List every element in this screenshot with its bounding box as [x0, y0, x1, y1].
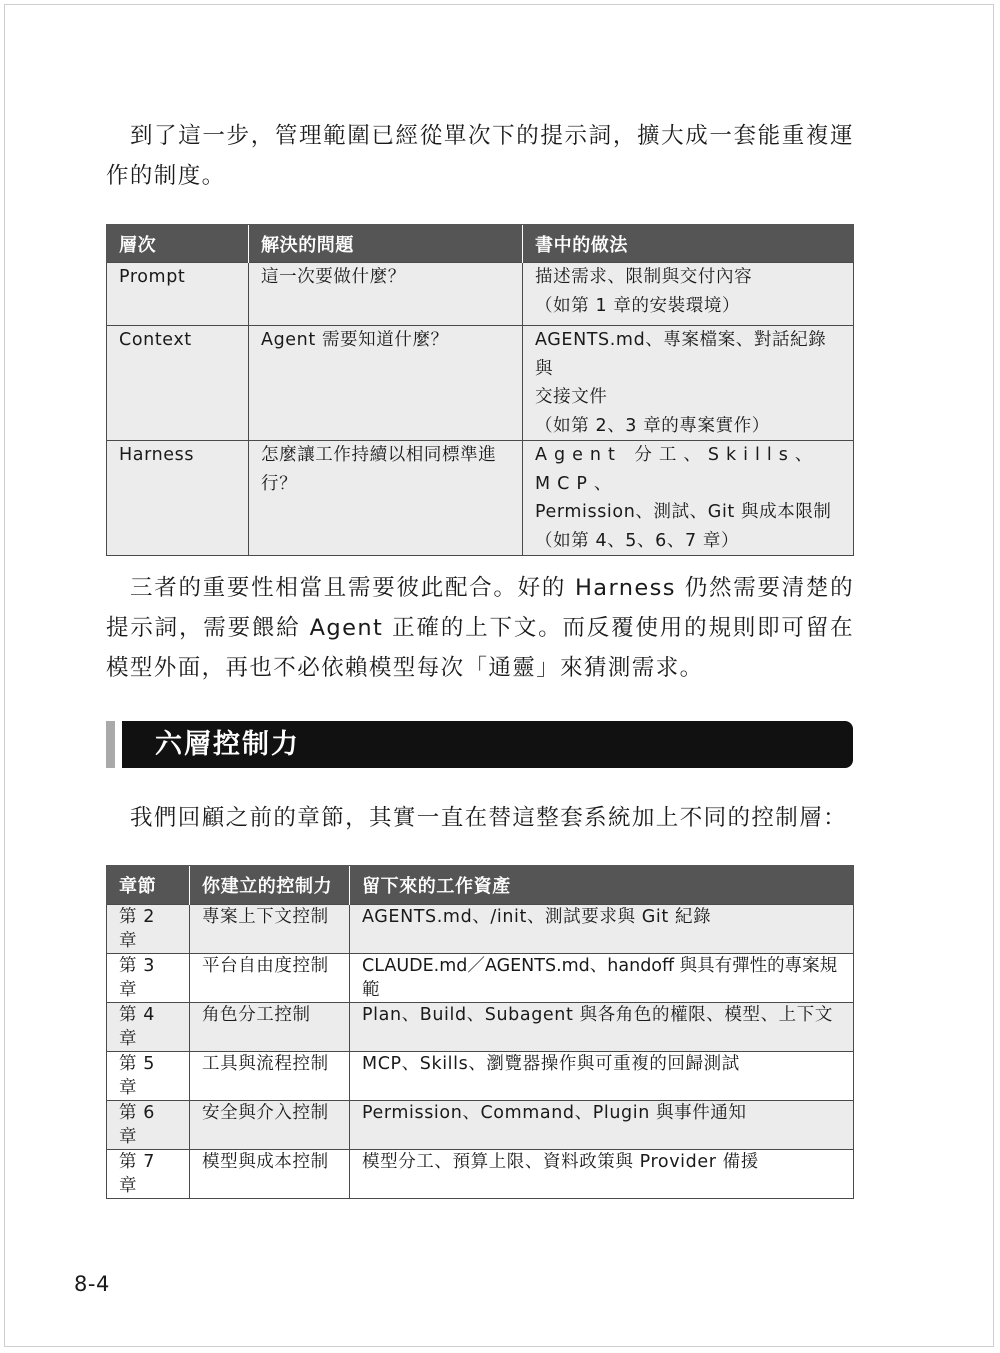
- approach-line: （如第 2、3 章的專案實作）: [535, 415, 770, 436]
- control-cell: 工具與流程控制: [190, 1052, 350, 1101]
- chapter-cell: 第 3 章: [107, 954, 190, 1003]
- problem-cell: [249, 263, 523, 326]
- chapter-cell: 第 4 章: [107, 1003, 190, 1052]
- problem-cell: [249, 441, 523, 556]
- approach-cell: [523, 326, 854, 441]
- table-row: [107, 263, 854, 326]
- header-control: 你建立的控制力: [190, 866, 350, 905]
- assets-cell: 模型分工、預算上限、資料政策與 Provider 備援: [350, 1150, 854, 1199]
- section-accent-bar: [106, 721, 115, 768]
- table-row: [107, 326, 854, 441]
- table-row: [107, 1003, 854, 1052]
- approach-line: Permission、測試、Git 與成本限制: [535, 502, 832, 522]
- table-row: [107, 954, 854, 1003]
- control-cell: 專案上下文控制: [190, 905, 350, 954]
- header-problem: 解決的問題: [249, 225, 523, 263]
- page-number: 8-4: [74, 1272, 110, 1296]
- control-table: [106, 865, 854, 1199]
- control-cell: 角色分工控制: [190, 1003, 350, 1052]
- table-row: [107, 905, 854, 954]
- section-title: 六層控制力: [155, 729, 300, 760]
- layers-table: [106, 224, 854, 556]
- chapter-cell: 第 5 章: [107, 1052, 190, 1101]
- table-row: [107, 1052, 854, 1101]
- approach-line: （如第 4、5、6、7 章）: [535, 530, 740, 551]
- header-approach: 書中的做法: [523, 225, 854, 263]
- assets-cell: Plan、Build、Subagent 與各角色的權限、模型、上下文: [350, 1003, 854, 1052]
- approach-line: 交接文件: [535, 387, 608, 407]
- layer-cell: Context: [107, 326, 249, 441]
- header-chapter: 章節: [107, 866, 190, 905]
- control-cell: 模型與成本控制: [190, 1150, 350, 1199]
- approach-line: （如第 1 章的安裝環境）: [535, 295, 741, 316]
- assets-cell: MCP、Skills、瀏覽器操作與可重複的回歸測試: [350, 1052, 854, 1101]
- approach-cell: [523, 263, 854, 326]
- layers-table-header: [107, 225, 854, 263]
- control-cell: 平台自由度控制: [190, 954, 350, 1003]
- table-row: [107, 441, 854, 556]
- problem-line: 怎麼讓工作持續以相同標準進: [261, 445, 497, 465]
- approach-line: AGENTS.md、專案檔案、對話紀錄與: [535, 330, 827, 379]
- approach-line: Agent 分工、Skills、MCP、: [535, 445, 820, 494]
- layer-cell: Prompt: [107, 263, 249, 326]
- section-heading: [106, 721, 853, 768]
- layer-cell: Harness: [107, 441, 249, 556]
- approach-line: 描述需求、限制與交付內容: [535, 267, 753, 287]
- assets-cell: AGENTS.md、/init、測試要求與 Git 紀錄: [350, 905, 854, 954]
- header-layer: 層次: [107, 225, 249, 263]
- problem-line: 行？: [261, 473, 298, 494]
- problem-line: 這一次要做什麼？: [261, 267, 406, 287]
- section-title-bar: [122, 721, 853, 768]
- header-assets: 留下來的工作資產: [350, 866, 854, 905]
- assets-cell: CLAUDE.md／AGENTS.md、handoff 與具有彈性的專案規範: [350, 954, 854, 1003]
- relation-paragraph: 三者的重要性相當且需要彼此配合。好的 Harness 仍然需要清楚的提示詞，需要餵給 Agent 正確的上下文。而反覆使用的規則即可留在模型外面，再也不必依賴模型每次「通靈」來猜測需求。: [106, 575, 854, 681]
- assets-cell: Permission、Command、Plugin 與事件通知: [350, 1101, 854, 1150]
- control-table-header: [107, 866, 854, 905]
- intro-paragraph: 到了這一步，管理範圍已經從單次下的提示詞，擴大成一套能重複運作的制度。: [106, 123, 854, 189]
- chapter-cell: 第 6 章: [107, 1101, 190, 1150]
- chapter-cell: 第 2 章: [107, 905, 190, 954]
- problem-cell: [249, 326, 523, 441]
- review-paragraph: 我們回顧之前的章節，其實一直在替這整套系統加上不同的控制層：: [130, 805, 848, 831]
- table-row: [107, 1101, 854, 1150]
- problem-line: Agent 需要知道什麼？: [261, 330, 449, 350]
- control-cell: 安全與介入控制: [190, 1101, 350, 1150]
- approach-cell: [523, 441, 854, 556]
- table-row: [107, 1150, 854, 1199]
- chapter-cell: 第 7 章: [107, 1150, 190, 1199]
